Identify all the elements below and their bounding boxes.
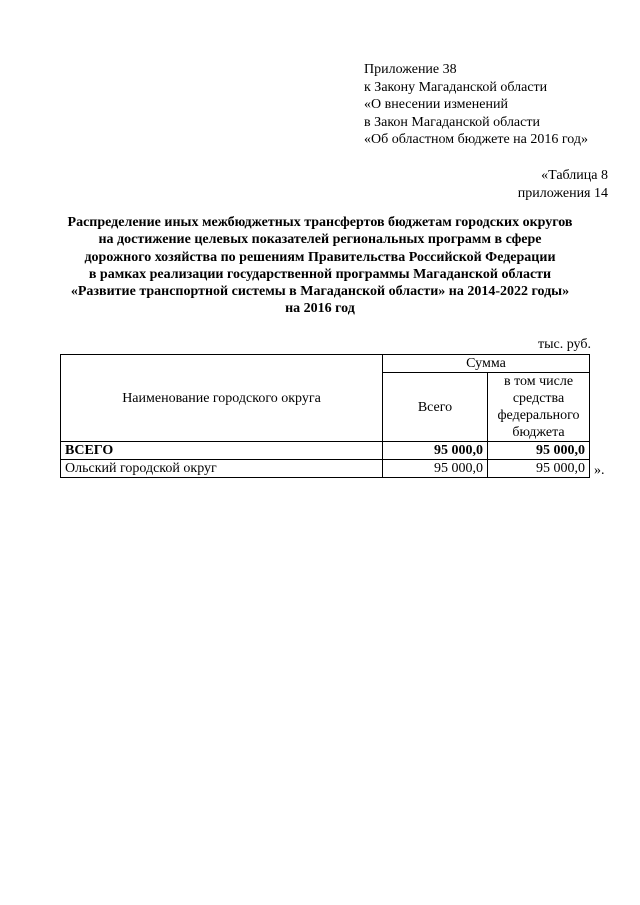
table-header-row (61, 355, 590, 373)
header-federal-line: в том числе (503, 374, 574, 389)
table-row (61, 442, 590, 460)
row-name: ВСЕГО (61, 442, 383, 460)
title-line: Распределение иных межбюджетных трансфертов бюджетам городских округов (67, 215, 573, 230)
row-federal-value: 95 000,0 (488, 460, 590, 478)
row-total-value: 95 000,0 (383, 460, 488, 478)
units-label: тыс. руб. (538, 337, 591, 352)
title-line: на 2016 год (285, 301, 355, 317)
table-row (61, 460, 590, 478)
annex-line: в Закон Магаданской области (364, 114, 540, 130)
title-line: «Развитие транспортной системы в Магаданской области» на 2014-2022 годы» (70, 284, 570, 300)
title-line: дорожного хозяйства по решениям Правительства Российской Федерации (84, 249, 556, 265)
header-name: Наименование городского округа (61, 355, 383, 442)
row-name: Ольский городской округ (61, 460, 383, 478)
annex-line: «Об областном бюджете на 2016 год» (364, 132, 588, 147)
closing-quote: ». (594, 463, 605, 478)
annex-line: к Закону Магаданской области (364, 79, 548, 95)
title-line: в рамках реализации государственной программы Магаданской области (88, 266, 552, 282)
header-federal-line: средства (512, 391, 565, 406)
header-federal-line: федерального (497, 408, 580, 423)
header-total: Всего (383, 373, 488, 442)
header-sum: Сумма (383, 355, 590, 373)
row-federal-value: 95 000,0 (488, 442, 590, 460)
title-line: на достижение целевых показателей региональных программ в сфере (98, 232, 542, 248)
header-federal-line: бюджета (512, 425, 565, 440)
table-ref-line: «Таблица 8 (541, 168, 608, 183)
table-ref-line: приложения 14 (517, 185, 608, 201)
header-federal (488, 373, 590, 442)
table-reference (518, 167, 608, 202)
annex-header (364, 61, 588, 149)
row-total-value: 95 000,0 (383, 442, 488, 460)
annex-line: Приложение 38 (364, 62, 457, 77)
transfers-table (60, 354, 590, 478)
annex-line: «О внесении изменений (364, 97, 508, 112)
document-title (40, 214, 600, 318)
